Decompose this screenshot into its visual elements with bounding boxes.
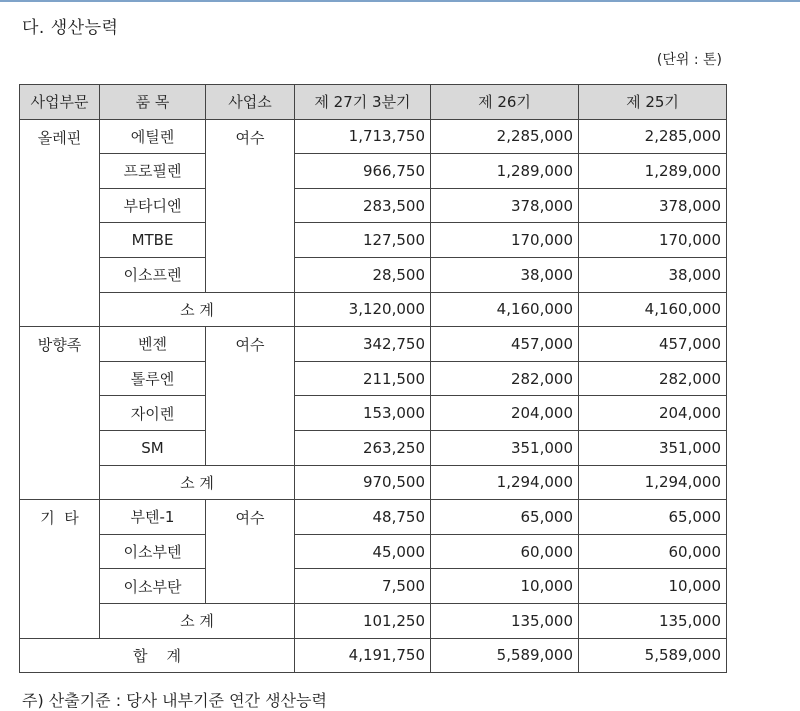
value-cell: 351,000 xyxy=(579,430,727,465)
subtotal-row xyxy=(20,603,727,638)
item-name: 이소프렌 xyxy=(100,257,206,292)
section-title: 다. 생산능력 xyxy=(22,18,119,38)
item-name: 부텐-1 xyxy=(100,500,206,535)
total-row xyxy=(20,638,727,673)
top-border-line xyxy=(0,0,800,2)
subtotal-row xyxy=(20,465,727,500)
value-cell: 7,500 xyxy=(295,569,431,604)
value-cell: 48,750 xyxy=(295,500,431,535)
subtotal-value: 1,294,000 xyxy=(431,465,579,500)
table-row xyxy=(20,119,727,154)
subtotal-label: 소 계 xyxy=(100,603,295,638)
item-name: 톨루엔 xyxy=(100,361,206,396)
subtotal-row xyxy=(20,292,727,327)
unit-label: (단위 : 톤) xyxy=(656,52,722,68)
value-cell: 1,289,000 xyxy=(579,154,727,189)
table-row xyxy=(20,361,727,396)
value-cell: 38,000 xyxy=(579,257,727,292)
subtotal-value: 101,250 xyxy=(295,603,431,638)
site-cell: 여수 xyxy=(206,327,295,465)
subtotal-label: 소 계 xyxy=(100,465,295,500)
total-value: 5,589,000 xyxy=(579,638,727,673)
division-cell: 기 타 xyxy=(20,500,100,638)
header-division: 사업부문 xyxy=(20,85,100,120)
value-cell: 966,750 xyxy=(295,154,431,189)
value-cell: 60,000 xyxy=(431,534,579,569)
subtotal-value: 4,160,000 xyxy=(431,292,579,327)
division-cell: 방향족 xyxy=(20,327,100,500)
header-period-25: 제 25기 xyxy=(579,85,727,120)
value-cell: 282,000 xyxy=(579,361,727,396)
total-value: 5,589,000 xyxy=(431,638,579,673)
value-cell: 1,289,000 xyxy=(431,154,579,189)
item-name: 이소부탄 xyxy=(100,569,206,604)
division-cell: 올레핀 xyxy=(20,119,100,327)
table-row xyxy=(20,223,727,258)
header-item: 품 목 xyxy=(100,85,206,120)
site-cell: 여수 xyxy=(206,500,295,604)
total-value: 4,191,750 xyxy=(295,638,431,673)
header-period-27-q3: 제 27기 3분기 xyxy=(295,85,431,120)
site-cell: 여수 xyxy=(206,119,295,292)
value-cell: 282,000 xyxy=(431,361,579,396)
item-name: 벤젠 xyxy=(100,327,206,362)
value-cell: 204,000 xyxy=(579,396,727,431)
item-name: MTBE xyxy=(100,223,206,258)
subtotal-value: 135,000 xyxy=(431,603,579,638)
value-cell: 170,000 xyxy=(431,223,579,258)
value-cell: 1,713,750 xyxy=(295,119,431,154)
value-cell: 65,000 xyxy=(579,500,727,535)
value-cell: 263,250 xyxy=(295,430,431,465)
value-cell: 378,000 xyxy=(579,188,727,223)
value-cell: 127,500 xyxy=(295,223,431,258)
table-row xyxy=(20,430,727,465)
table-row xyxy=(20,569,727,604)
table-header-row xyxy=(20,85,727,120)
item-name: 에틸렌 xyxy=(100,119,206,154)
table-row xyxy=(20,188,727,223)
table-row xyxy=(20,534,727,569)
value-cell: 170,000 xyxy=(579,223,727,258)
table-row xyxy=(20,327,727,362)
subtotal-value: 135,000 xyxy=(579,603,727,638)
value-cell: 283,500 xyxy=(295,188,431,223)
value-cell: 457,000 xyxy=(431,327,579,362)
table-row xyxy=(20,257,727,292)
value-cell: 204,000 xyxy=(431,396,579,431)
subtotal-value: 4,160,000 xyxy=(579,292,727,327)
value-cell: 28,500 xyxy=(295,257,431,292)
value-cell: 2,285,000 xyxy=(431,119,579,154)
value-cell: 65,000 xyxy=(431,500,579,535)
subtotal-value: 1,294,000 xyxy=(579,465,727,500)
value-cell: 38,000 xyxy=(431,257,579,292)
value-cell: 457,000 xyxy=(579,327,727,362)
footnote: 주) 산출기준 : 당사 내부기준 연간 생산능력 xyxy=(22,691,327,710)
value-cell: 153,000 xyxy=(295,396,431,431)
header-site: 사업소 xyxy=(206,85,295,120)
item-name: SM xyxy=(100,430,206,465)
value-cell: 10,000 xyxy=(431,569,579,604)
item-name: 프로필렌 xyxy=(100,154,206,189)
item-name: 이소부텐 xyxy=(100,534,206,569)
subtotal-value: 3,120,000 xyxy=(295,292,431,327)
subtotal-value: 970,500 xyxy=(295,465,431,500)
value-cell: 10,000 xyxy=(579,569,727,604)
table-row xyxy=(20,396,727,431)
value-cell: 211,500 xyxy=(295,361,431,396)
item-name: 부타디엔 xyxy=(100,188,206,223)
item-name: 자이렌 xyxy=(100,396,206,431)
value-cell: 342,750 xyxy=(295,327,431,362)
subtotal-label: 소 계 xyxy=(100,292,295,327)
production-capacity-table xyxy=(19,84,727,673)
value-cell: 351,000 xyxy=(431,430,579,465)
table-row xyxy=(20,500,727,535)
total-label: 합 계 xyxy=(20,638,295,673)
header-period-26: 제 26기 xyxy=(431,85,579,120)
value-cell: 2,285,000 xyxy=(579,119,727,154)
value-cell: 378,000 xyxy=(431,188,579,223)
value-cell: 60,000 xyxy=(579,534,727,569)
table-row xyxy=(20,154,727,189)
value-cell: 45,000 xyxy=(295,534,431,569)
